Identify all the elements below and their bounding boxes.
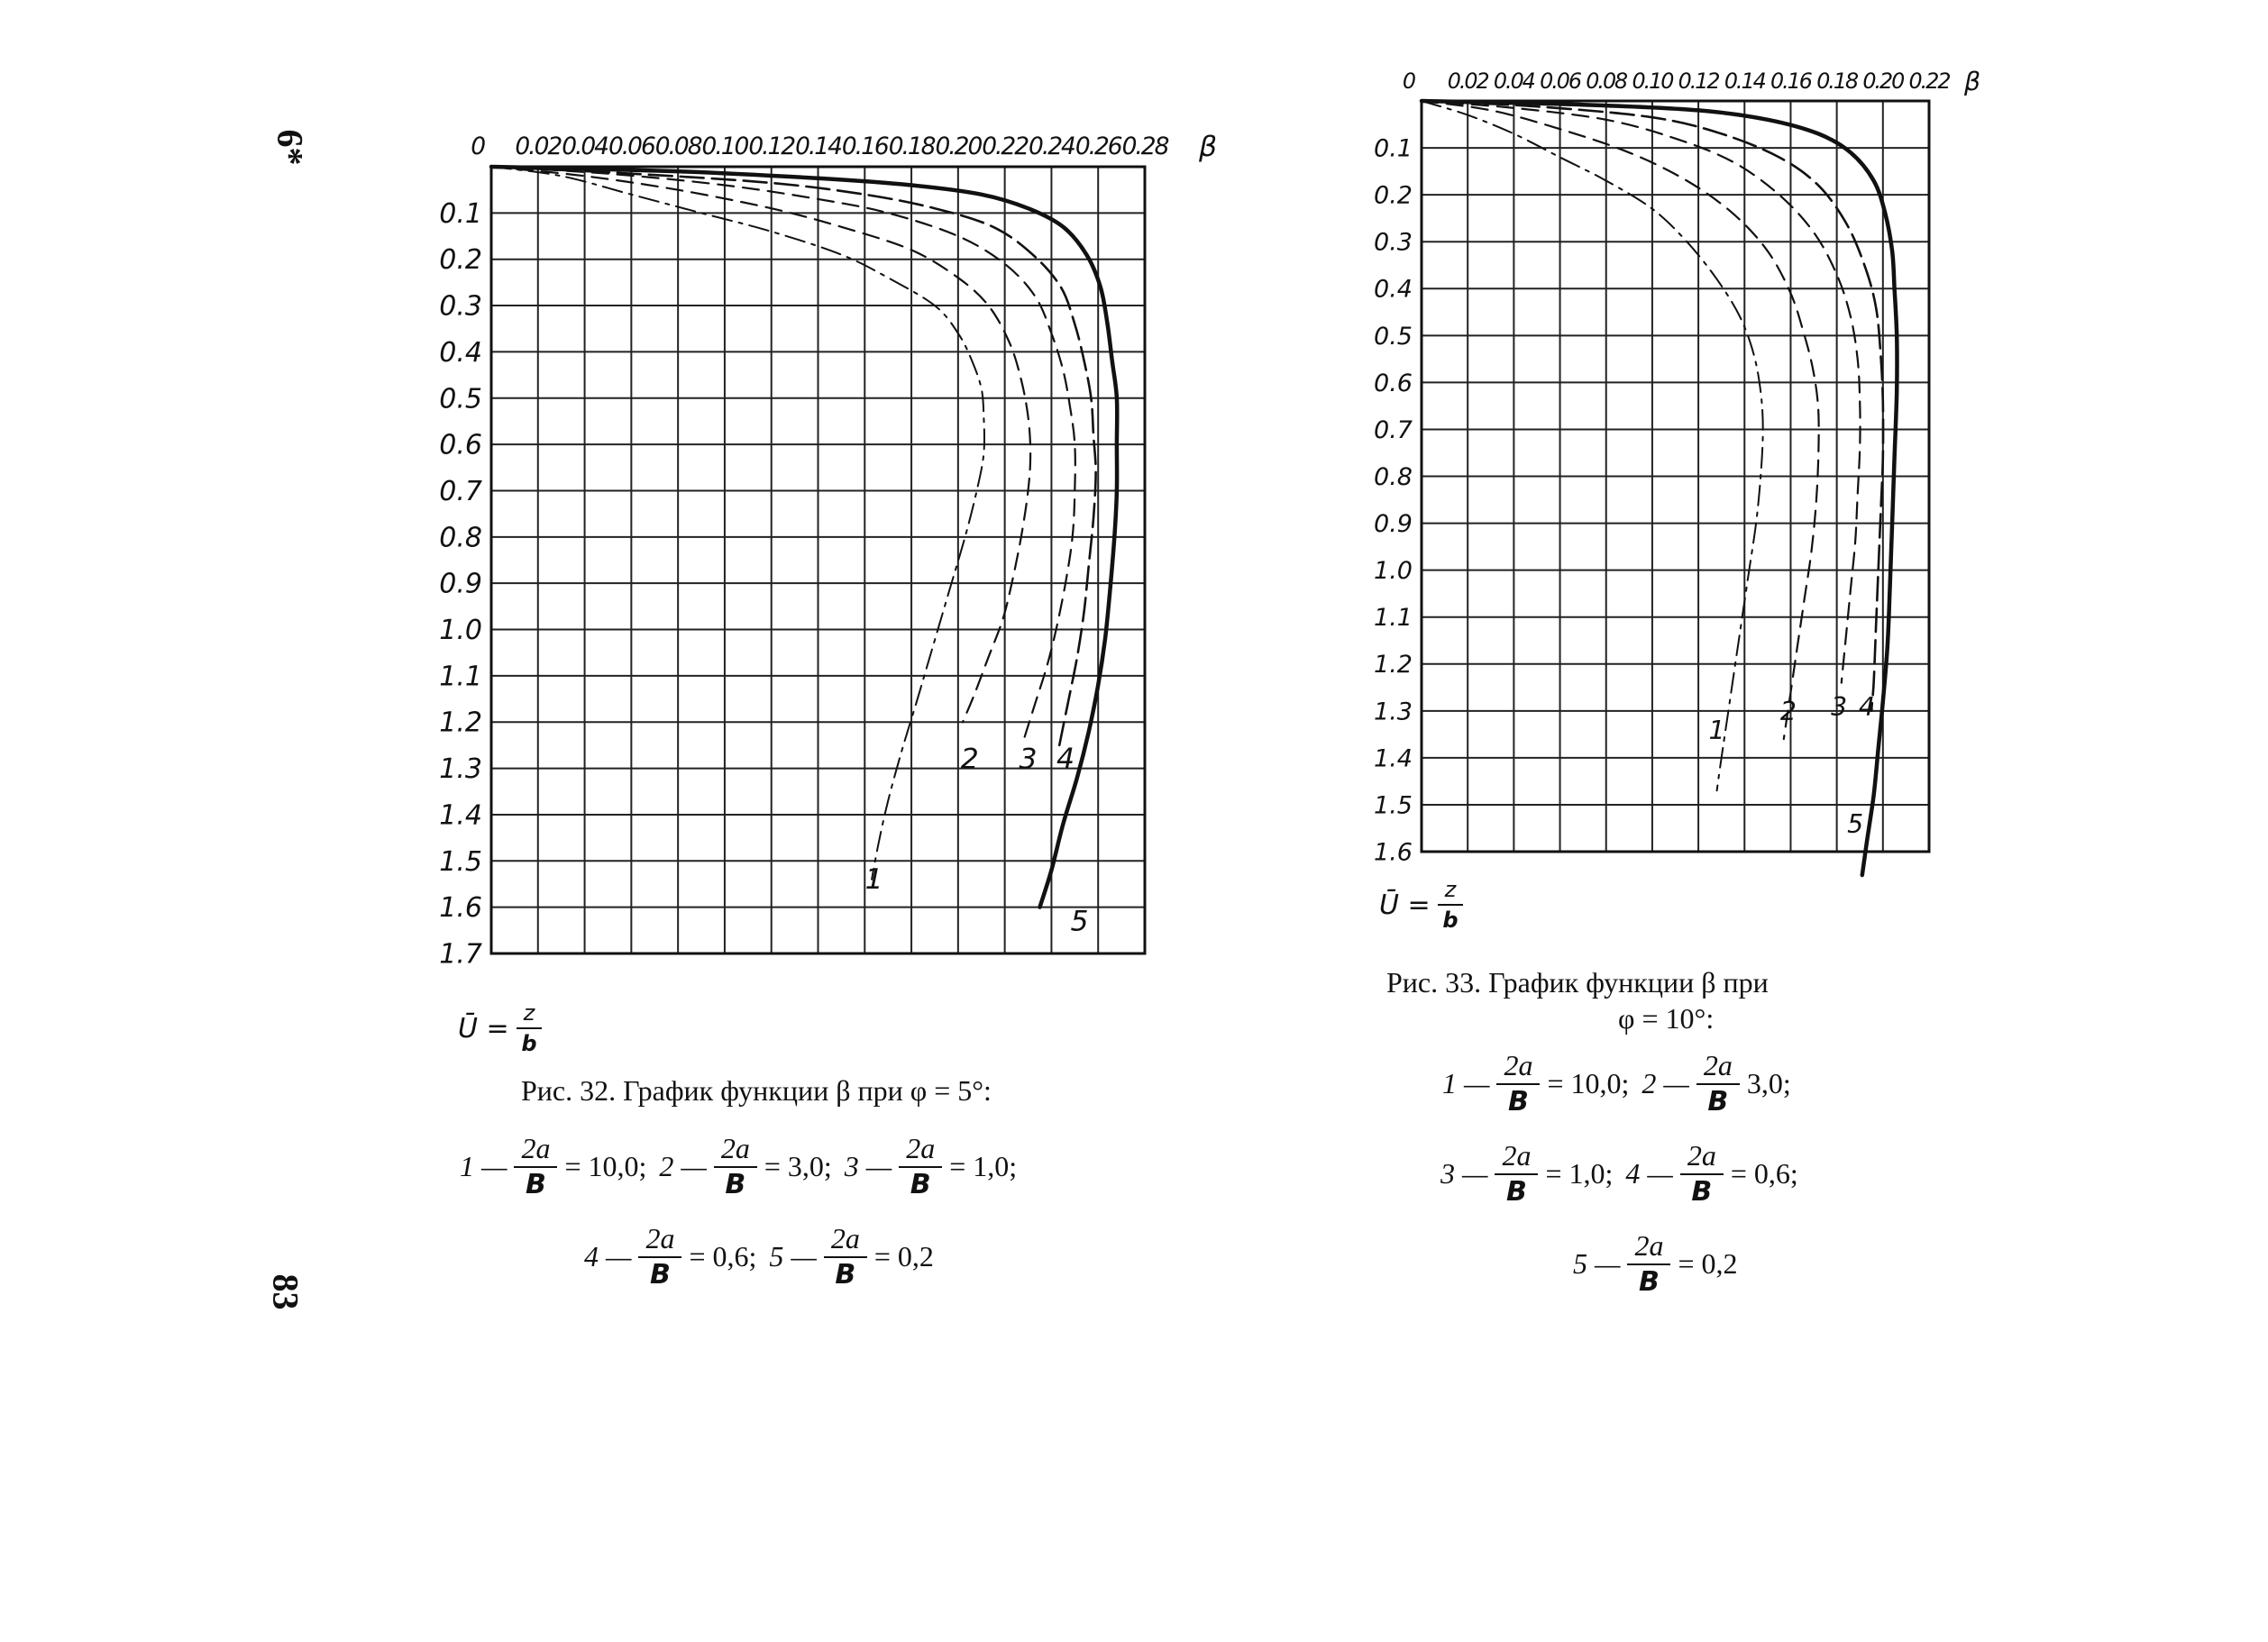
chart-fig-33 <box>1374 67 1980 875</box>
y-tick-label: 1.5 <box>1374 791 1413 820</box>
legend-fraction <box>1680 1141 1724 1206</box>
y-tick-label: 0.5 <box>1374 322 1413 351</box>
ylabel-numerator: z <box>517 1002 543 1029</box>
y-tick-label: 1.2 <box>1374 651 1413 680</box>
x-tick-label: 0.10 <box>1632 68 1673 94</box>
legend-value: 3,0; <box>1746 1066 1791 1099</box>
legend-entry-1 <box>460 1134 646 1199</box>
y-tick-label: 1.1 <box>439 661 482 693</box>
caption-fig-33-line-2: φ = 10°: <box>1618 1002 1715 1035</box>
legend-row <box>460 1134 1017 1199</box>
legend-entry-1 <box>1442 1051 1629 1116</box>
legend-fraction <box>1696 1051 1740 1116</box>
fraction-denominator: B <box>1691 1176 1713 1208</box>
legend-fraction <box>824 1224 867 1289</box>
fraction-numerator: 2a <box>514 1134 557 1168</box>
legend-entry-number: 3 — <box>844 1149 892 1182</box>
fraction-denominator: B <box>526 1169 546 1200</box>
ylabel-denominator: b <box>1442 908 1459 933</box>
x-tick-label: 0.04 <box>1493 68 1534 94</box>
fraction-numerator: 2a <box>638 1224 681 1258</box>
y-tick-label: 1.4 <box>1374 744 1413 773</box>
x-axis-label: β <box>1963 67 1981 96</box>
legend-fraction <box>514 1134 557 1199</box>
legend-entry-4 <box>584 1224 756 1289</box>
y-tick-label: 0.9 <box>1374 510 1413 539</box>
curve-series-3 <box>491 167 1075 741</box>
y-tick-label: 1.1 <box>1374 604 1413 633</box>
legend-entry-number: 5 — <box>1573 1246 1621 1280</box>
fraction-numerator: 2a <box>1680 1141 1724 1175</box>
legend-entry-number: 1 — <box>1442 1066 1490 1099</box>
legend-entry-3 <box>1440 1141 1613 1206</box>
ylabel-fraction <box>517 1002 543 1054</box>
curve-label-3: 3 <box>1831 692 1848 723</box>
fraction-denominator: B <box>910 1169 931 1200</box>
curve-label-2: 2 <box>960 743 979 776</box>
x-tick-label: 0.26 <box>1075 132 1121 160</box>
x-tick-label: 0.24 <box>1029 132 1075 160</box>
x-tick-label: 0.04 <box>562 132 608 160</box>
y-tick-label: 1.6 <box>1374 838 1413 867</box>
ylabel-main: Ū = <box>458 1012 509 1044</box>
y-tick-label: 0.7 <box>1374 415 1413 444</box>
x-tick-label: 0.02 <box>515 132 562 160</box>
y-tick-label: 0.2 <box>439 244 482 277</box>
curve-label-5: 5 <box>1847 809 1864 840</box>
x-axis-label: β <box>1198 131 1218 163</box>
x-tick-label: 0.12 <box>1678 68 1719 94</box>
x-tick-label: 0.18 <box>1816 68 1858 94</box>
fraction-denominator: B <box>725 1169 746 1200</box>
legend-fraction <box>714 1134 757 1199</box>
y-tick-label: 1.7 <box>439 938 482 971</box>
x-tick-label: 0.08 <box>1586 68 1627 94</box>
legend-entry-5 <box>769 1224 934 1289</box>
x-tick-label: 0.10 <box>701 132 748 160</box>
fraction-numerator: 2a <box>1696 1051 1740 1085</box>
fraction-numerator: 2a <box>1627 1231 1670 1265</box>
ylabel-main: Ū = <box>1379 889 1431 921</box>
y-tick-label: 0.9 <box>439 568 482 600</box>
legend-fraction <box>1627 1231 1670 1296</box>
x-tick-label: 0.20 <box>1862 68 1904 94</box>
legend-entry-number: 5 — <box>769 1239 817 1273</box>
fraction-numerator: 2a <box>1495 1141 1538 1175</box>
y-tick-label: 1.0 <box>439 615 482 647</box>
y-tick-label: 0.5 <box>439 383 482 415</box>
curve-label-3: 3 <box>1019 743 1038 776</box>
legend-entry-number: 1 — <box>460 1149 508 1182</box>
legend-value: = 1,0; <box>1545 1156 1614 1190</box>
page-number: 83 <box>265 1273 306 1310</box>
y-tick-label: 1.0 <box>1374 557 1413 586</box>
fraction-numerator: 2a <box>899 1134 942 1168</box>
x-tick-label: 0 <box>1402 68 1414 94</box>
signature-mark: 6* <box>270 129 311 166</box>
fraction-denominator: B <box>1707 1086 1729 1117</box>
legend-row <box>1440 1141 1798 1206</box>
legend-fraction <box>638 1224 681 1289</box>
y-tick-label: 0.1 <box>439 197 482 230</box>
fraction-numerator: 2a <box>1496 1051 1540 1085</box>
y-tick-label: 0.6 <box>1374 369 1413 397</box>
legend-row <box>1573 1231 1738 1296</box>
x-tick-label: 0.20 <box>935 132 982 160</box>
y-tick-label: 1.4 <box>439 799 482 832</box>
legend-entry-4 <box>1625 1141 1797 1206</box>
x-tick-label: 0.28 <box>1121 132 1168 160</box>
legend-entry-5 <box>1573 1231 1738 1296</box>
y-tick-label: 1.6 <box>439 892 482 925</box>
caption-fig-33-line-1: Рис. 33. График функции β при <box>1386 966 1769 999</box>
y-tick-label: 0.1 <box>1374 134 1413 163</box>
curve-label-1: 1 <box>864 863 883 897</box>
curve-label-5: 5 <box>1070 905 1089 938</box>
fraction-numerator: 2a <box>714 1134 757 1168</box>
fraction-denominator: B <box>650 1259 671 1291</box>
legend-entry-number: 3 — <box>1440 1156 1488 1190</box>
legend-entry-number: 2 — <box>659 1149 707 1182</box>
y-tick-label: 1.3 <box>1374 698 1413 726</box>
x-tick-label: 0.16 <box>1770 68 1811 94</box>
fraction-denominator: B <box>1506 1176 1527 1208</box>
x-tick-label: 0.06 <box>608 132 654 160</box>
legend-entry-number: 4 — <box>584 1239 632 1273</box>
curve-label-1: 1 <box>1708 716 1725 746</box>
x-tick-label: 0.06 <box>1540 68 1580 94</box>
legend-fraction <box>1495 1141 1538 1206</box>
curve-label-2: 2 <box>1779 697 1797 727</box>
caption-fig-32: Рис. 32. График функции β при φ = 5°: <box>521 1074 992 1107</box>
x-tick-label: 0.18 <box>888 132 935 160</box>
legend-entry-3 <box>845 1134 1017 1199</box>
legend-value: = 0,2 <box>873 1239 934 1273</box>
ylabel-fraction <box>1438 879 1464 931</box>
fraction-denominator: B <box>835 1259 856 1291</box>
curve-label-4: 4 <box>1858 692 1875 723</box>
y-tick-label: 0.8 <box>439 522 482 554</box>
x-tick-label: 0 <box>471 132 484 160</box>
x-tick-label: 0.02 <box>1447 68 1488 94</box>
y-tick-label: 1.5 <box>439 845 482 878</box>
curve-label-4: 4 <box>1056 743 1075 776</box>
x-tick-label: 0.12 <box>748 132 795 160</box>
curve-series-1 <box>491 167 984 880</box>
legend-entry-2 <box>1642 1051 1790 1116</box>
x-tick-label: 0.14 <box>1724 68 1765 94</box>
legend-row <box>584 1224 934 1289</box>
legend-value: = 1,0; <box>949 1149 1018 1182</box>
x-tick-label: 0.22 <box>1908 68 1950 94</box>
fraction-denominator: B <box>1508 1086 1529 1117</box>
legend-value: = 10,0; <box>564 1149 647 1182</box>
x-tick-label: 0.08 <box>654 132 701 160</box>
legend-value: = 0,6; <box>689 1239 757 1273</box>
ylabel-denominator: b <box>521 1031 537 1056</box>
y-tick-label: 0.6 <box>439 429 482 461</box>
legend-entry-number: 2 — <box>1642 1066 1689 1099</box>
curve-series-1 <box>1422 101 1763 790</box>
y-tick-label: 0.3 <box>1374 228 1413 257</box>
fraction-denominator: B <box>1639 1266 1660 1298</box>
y-tick-label: 0.7 <box>439 475 482 507</box>
y-tick-label: 0.4 <box>1374 275 1413 304</box>
x-tick-label: 0.16 <box>841 132 888 160</box>
curve-series-3 <box>1422 101 1861 683</box>
y-tick-label: 1.3 <box>439 753 482 786</box>
legend-value: = 3,0; <box>764 1149 832 1182</box>
legend-fraction <box>1496 1051 1540 1116</box>
y-tick-label: 0.2 <box>1374 181 1413 210</box>
legend-value: = 0,6; <box>1730 1156 1798 1190</box>
ylabel-fig-32 <box>458 1002 549 1054</box>
legend-value: = 10,0; <box>1547 1066 1630 1099</box>
legend-value: = 0,2 <box>1678 1246 1738 1280</box>
curve-series-2 <box>1422 101 1819 739</box>
y-tick-label: 0.8 <box>1374 462 1413 491</box>
y-tick-label: 0.4 <box>439 336 482 369</box>
legend-fraction <box>899 1134 942 1199</box>
ylabel-fig-33 <box>1379 879 1470 931</box>
fraction-numerator: 2a <box>824 1224 867 1258</box>
ylabel-numerator: z <box>1438 879 1464 906</box>
x-tick-label: 0.14 <box>795 132 841 160</box>
y-tick-label: 1.2 <box>439 707 482 739</box>
x-tick-label: 0.22 <box>982 132 1029 160</box>
curve-series-5 <box>1422 101 1898 875</box>
chart-fig-32 <box>439 131 1217 971</box>
legend-entry-number: 4 — <box>1625 1156 1673 1190</box>
legend-entry-2 <box>659 1134 831 1199</box>
legend-row <box>1442 1051 1791 1116</box>
y-tick-label: 0.3 <box>439 290 482 323</box>
